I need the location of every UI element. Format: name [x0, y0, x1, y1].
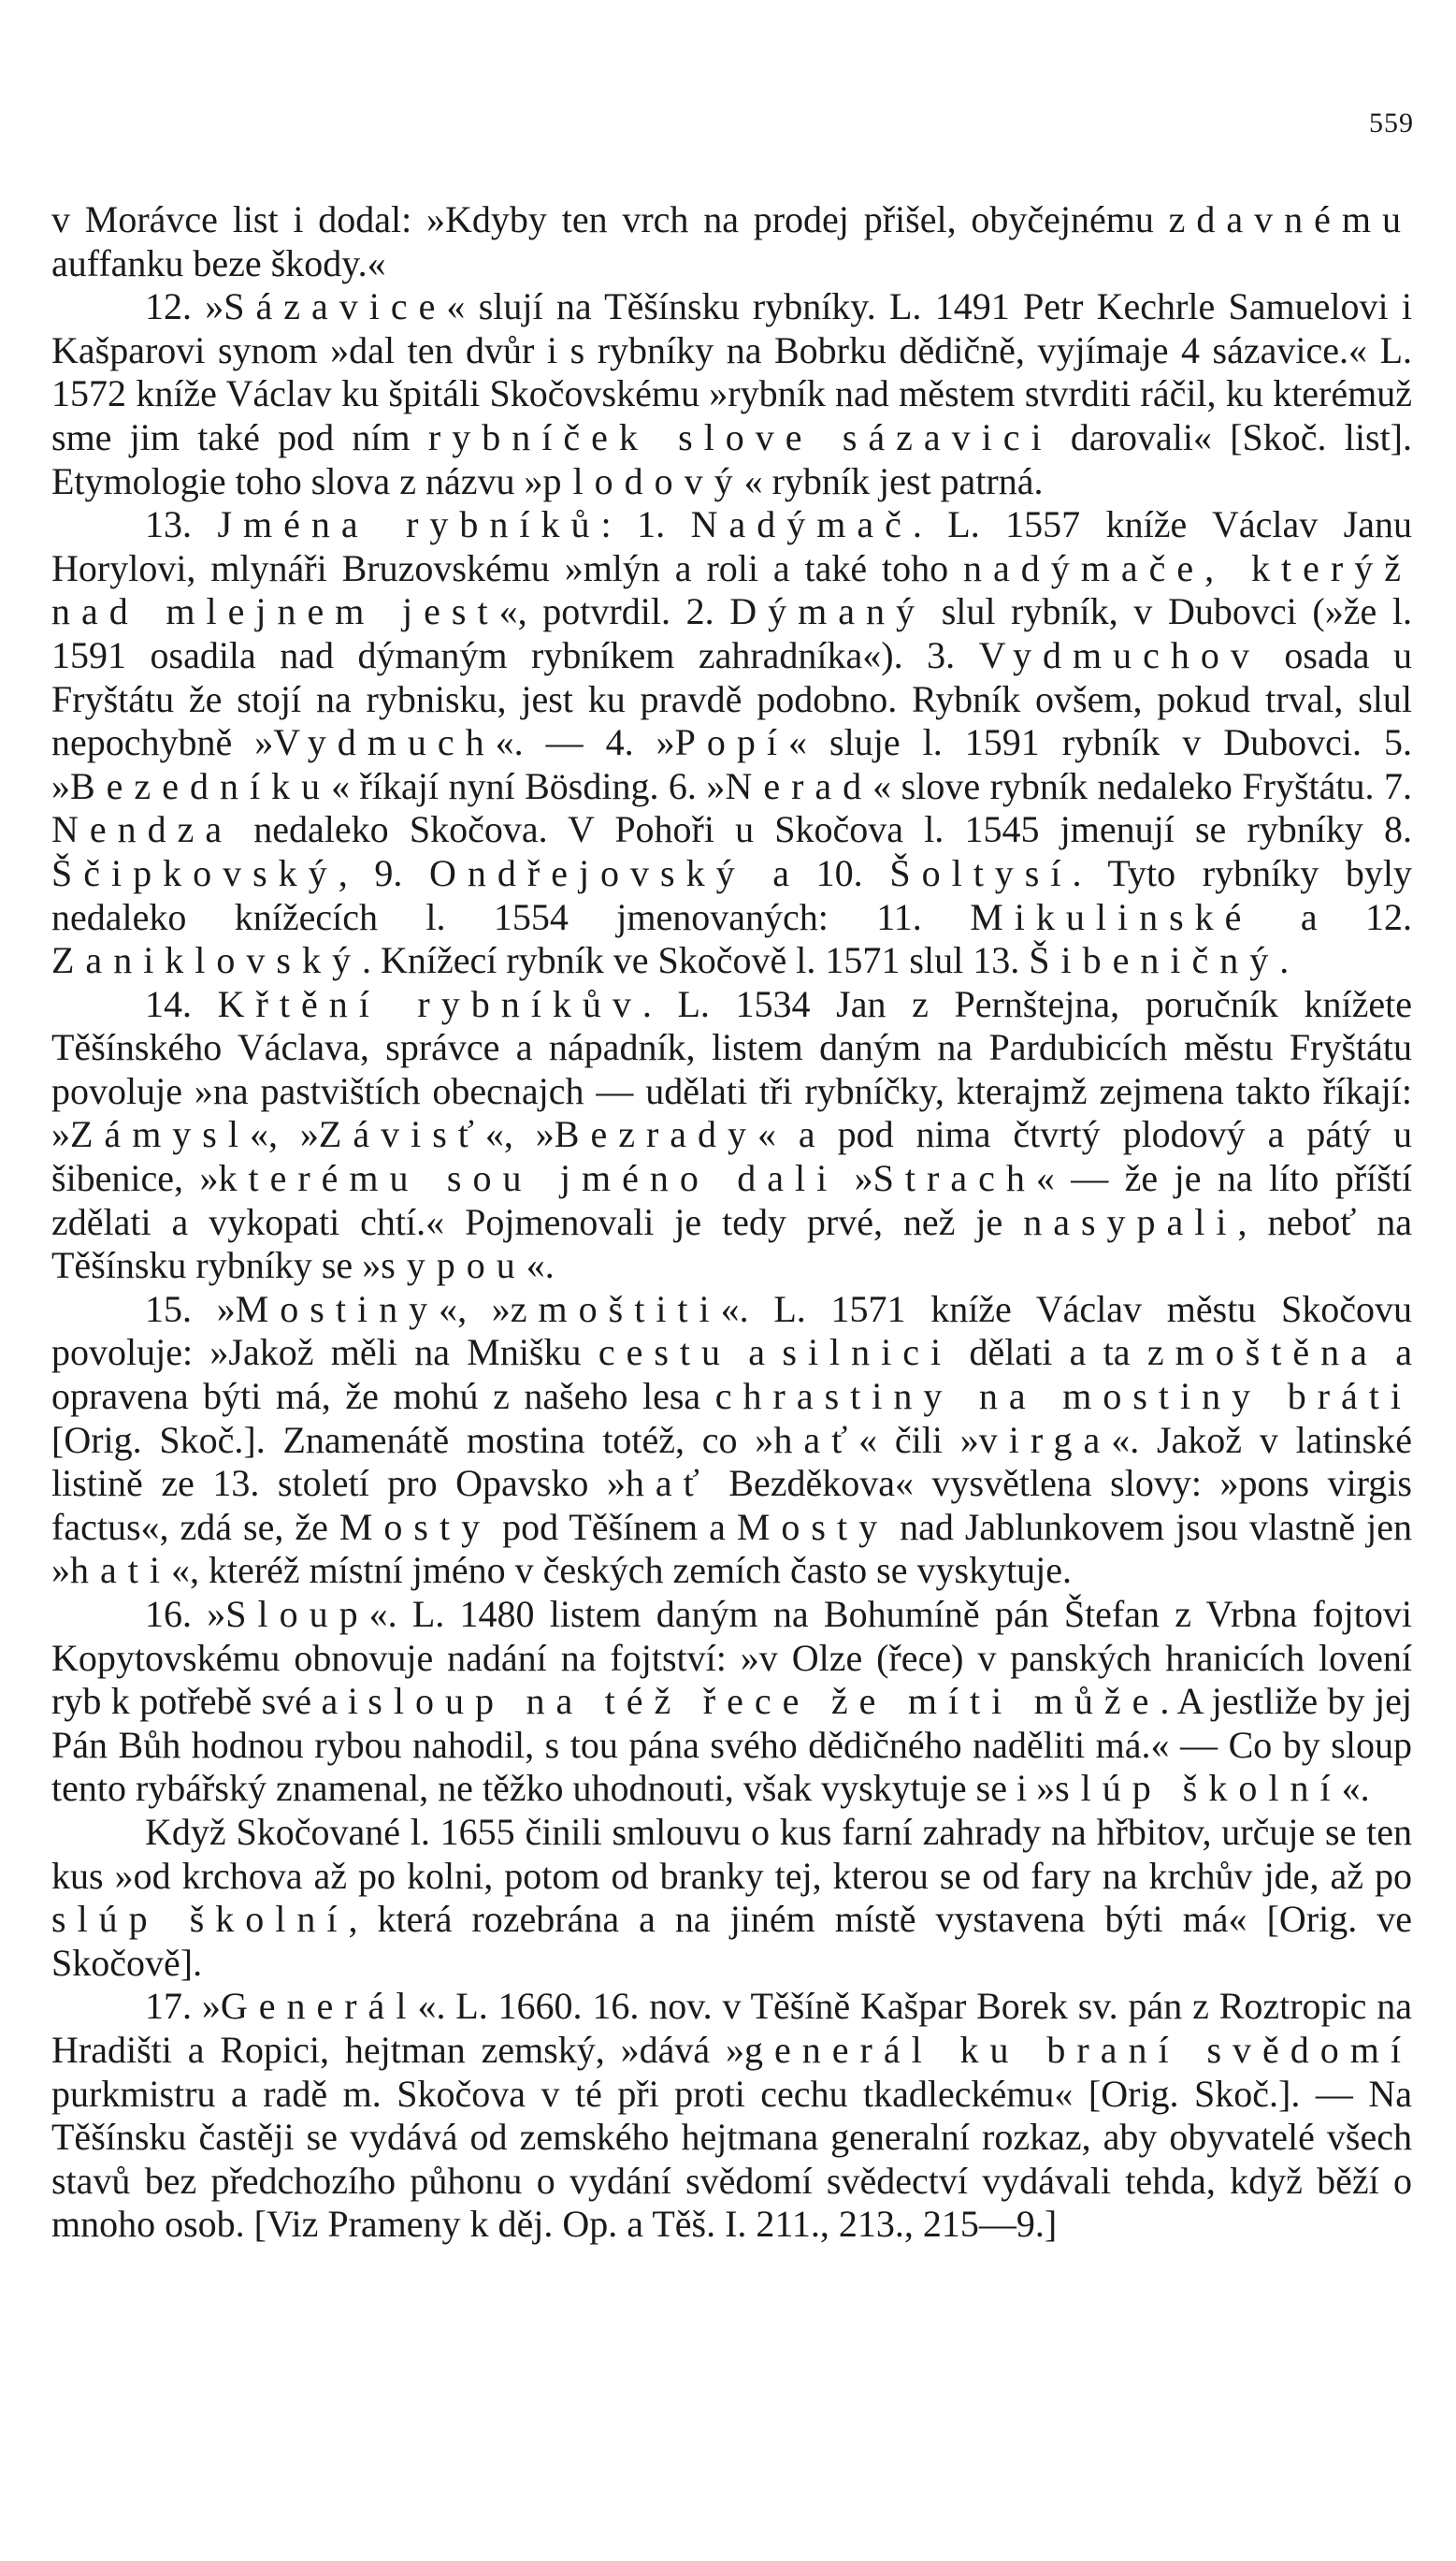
spaced-term: Nadýmač — [690, 503, 913, 546]
spaced-term: Křtění rybníkův — [217, 982, 642, 1025]
paragraph-p16 — [51, 1593, 1412, 1811]
text-run: « — že je na líto příští zdělati a vykopati chtí.« Pojmenovali je tedy prvé, než je — [51, 1157, 1412, 1243]
text-run: . — [1279, 939, 1290, 982]
spaced-term: Závisť — [318, 1113, 485, 1156]
spaced-term: Vydmuchov — [978, 633, 1261, 676]
text-run: a 10. — [745, 851, 890, 894]
spaced-term: hať — [773, 1418, 859, 1461]
spaced-term: Šibeničný — [1029, 939, 1280, 982]
spaced-term: Nendza — [51, 808, 234, 851]
spaced-term: Ščipkovský — [51, 851, 339, 894]
text-run: «. — [526, 1244, 555, 1287]
text-run: « říkají nyní Bösding. 6. » — [331, 764, 726, 807]
spaced-term: Zámysl — [70, 1113, 250, 1156]
text-run: «. L. 1660. 16. nov. v Těšíně Kašpar Borek sv. pán z Roztropic na Hradišti a Ropici, hejtman zemský, »dává » — [51, 1985, 1413, 2071]
text-run: [Orig. Skoč.]. Znamenátě mostina totéž, co » — [51, 1418, 774, 1461]
spaced-term: plodový — [542, 459, 744, 502]
text-run: a opravena býti má, že mohú z našeho lesa — [51, 1331, 1412, 1418]
text-run: « slují na Těšínsku rybníky. L. 1491 Petr Kechrle Samuelovi i Kašparovi synom »dal ten dvůr i s rybníky na Bobrku dědičně, vyjímaje 4 sázavice.« L. 1572 kníže Václav ku špitáli Skočovskému »rybník nad městem stvrditi ráčil, ku kterémuž sme jim také pod ním — [51, 285, 1412, 458]
spaced-term: Sloup — [225, 1593, 369, 1635]
text-run: 15. » — [145, 1287, 236, 1330]
spaced-term: Bezrady — [554, 1113, 758, 1156]
text-run: , neboť na Těšínsku rybníky se » — [51, 1200, 1412, 1287]
text-run: auffanku beze škody.« — [51, 241, 386, 284]
text-run: Bezděkova« vysvětlena slovy: »pons virgis factus«, zdá se, že — [51, 1462, 1412, 1548]
text-run: . A jestliže by jej Pán Bůh hodnou rybou nahodil, s tou pána svého dědičného naděliti má.« — Co by sloup tento rybářský znamenal, ne těžko uhodnouti, však vyskytuje se i » — [51, 1680, 1413, 1810]
paragraph-p17 — [51, 1985, 1412, 2247]
text-run: 16. » — [145, 1593, 226, 1635]
text-run: «. L. 1480 listem daným na Bohumíně pán Štefan z Vrbna fojtovi Kopytovskému obnovuje nadání na fojtství: »v Olze (řece) v panských hranicích lovení ryb k potřebě své a i — [51, 1593, 1412, 1723]
page-number: 559 — [1369, 108, 1414, 138]
text-run: . Knížecí rybník ve Skočově l. 1571 slul 13. — [361, 939, 1030, 982]
text-run: nedaleko Skočova. V Pohoři u Skočova l. 1545 jmenují se rybníky 8. — [233, 808, 1412, 851]
text-run: . L. 1557 kníže Václav Janu Horylovi, mlynáři Bruzovskému »mlýn a roli a také toho — [51, 503, 1412, 589]
text-run: . Tyto rybníky byly nedaleko knížecích l. 1554 jmenovaných: 11. — [51, 851, 1413, 938]
spaced-term: Jména rybníků — [217, 503, 601, 546]
spaced-term: Zaniklovský — [51, 939, 362, 982]
spaced-term: Bezedníku — [70, 764, 332, 807]
text-run: «, » — [249, 1113, 319, 1156]
text-run: . L. 1534 Jan z Pernštejna, poručník knížete Těšínského Václava, správce a nápadník, listem daným na Pardubicích městu Fryštátu povoluje »na pastvištích obecnajch — udělati tři rybníčky, kterajmž zejmena takto říkají: » — [51, 982, 1413, 1156]
spaced-term: silnici — [782, 1331, 953, 1374]
spaced-term: hati — [70, 1549, 171, 1592]
spaced-term: sypou — [381, 1244, 526, 1287]
paragraph-p12 — [51, 285, 1412, 503]
spaced-term: Popí — [674, 721, 789, 764]
text-run: «. L. 1571 kníže Václav městu Skočovu povoluje: »Jakož měli na Mnišku — [51, 1287, 1413, 1374]
spaced-term: virga — [978, 1418, 1112, 1461]
spaced-term: Mostiny — [235, 1287, 440, 1330]
text-run: , 9. — [338, 851, 429, 894]
text-run: v Morávce list i dodal: »Kdyby ten vrch na prodej přišel, obyčejnému — [51, 198, 1169, 240]
spaced-term: Generál — [220, 1985, 418, 2028]
paragraph-p14 — [51, 983, 1412, 1288]
text-run: dělati a ta — [952, 1331, 1147, 1374]
paragraph-p16b — [51, 1811, 1412, 1985]
text-run: darovali« [Skoč. list]. Etymologie toho slova z názvu » — [51, 415, 1412, 502]
text-run: « sluje l. 1591 rybník v Dubovci. 5. » — [51, 721, 1412, 807]
spaced-term: hať — [625, 1462, 711, 1505]
paragraph-p0 — [51, 198, 1412, 285]
text-run: «, potvrdil. 2. — [498, 590, 730, 633]
spaced-term: slúp školní — [51, 1898, 349, 1941]
spaced-term: sloup na též řece že míti může — [368, 1680, 1160, 1723]
spaced-term: Ondřejovský — [428, 851, 746, 894]
text-run: « a pod nima čtvrtý plodový a pátý u šibenice, » — [51, 1113, 1413, 1200]
text-run: osada u Fryštátu že stojí na rybnisku, jest ku pravdě podobno. Rybník ovšem, pokud trval, slul nepochybně » — [51, 633, 1412, 764]
text-run: Když Skočované l. 1655 činili smlouvu o kus farní zahrady na hřbitov, určuje se ten kus »od krchova až po kolni, potom od branky tej, kterou se od fary na krchův jde, až po — [51, 1810, 1412, 1897]
text-run: 12. » — [145, 285, 224, 328]
body-text — [51, 198, 1412, 2247]
spaced-term: Sázavice — [223, 285, 447, 328]
spaced-term: nadýmače, kterýž nad mlejnem jest — [51, 546, 1412, 633]
spaced-term: zmoštěna — [1146, 1331, 1378, 1374]
text-run: « rybník jest patrná. — [743, 459, 1044, 502]
text-run: , která rozebrána a na jiném místě vystavena býti má« [Orig. ve Skočově]. — [51, 1898, 1412, 1984]
paragraph-p13 — [51, 503, 1412, 983]
text-run: nad Jablunkovem jsou vlastně jen » — [51, 1505, 1413, 1592]
text-run: «. — [1341, 1767, 1370, 1810]
text-run: «. Jakož v latinské listině ze 13. století pro Opavsko » — [51, 1418, 1412, 1505]
text-run: pod Těšínem a — [491, 1505, 737, 1548]
spaced-term: nasypali — [1023, 1200, 1238, 1243]
spaced-term: zmoštiti — [510, 1287, 721, 1330]
spaced-term: Dýmaný — [729, 590, 927, 633]
text-run: a 12. — [1252, 895, 1412, 938]
text-run: « čili » — [858, 1418, 979, 1461]
text-run: 14. — [145, 982, 218, 1025]
spaced-term: cestu — [598, 1331, 731, 1374]
text-run: «, kteréž místní jméno v českých zemích často se vyskytuje. — [170, 1549, 1073, 1592]
text-run: «. — 4. » — [495, 721, 675, 764]
spaced-term: Mosty — [339, 1505, 492, 1548]
text-run: purkmistru a radě m. Skočova v té při proti cechu tkadleckému« [Orig. Skoč.]. — Na Těšínsku častěji se vydává od zemského hejtmana generalní rozkaz, aby obyvatelé všech stavů bez předchozího půhonu o vydání svědomí svědectví vydávali tehda, když běží o mnoho osob. [Viz Prameny k děj. Op. a Těš. I. 211., 213., 215—9.] — [51, 2072, 1412, 2246]
text-run: slul rybník, v Dubovci (»že l. 1591 osadila nad dýmaným rybníkem zahradníka«). 3. — [51, 590, 1412, 676]
text-run: 13. — [145, 503, 218, 546]
spaced-term: generál ku braní svědomí — [743, 2028, 1412, 2071]
spaced-term: Šoltysí — [889, 851, 1073, 894]
paragraph-p15 — [51, 1288, 1412, 1593]
text-run: » — [838, 1157, 873, 1200]
spaced-term: Nerad — [725, 764, 873, 807]
text-run: a — [731, 1331, 783, 1374]
spaced-term: Mikulinské — [970, 895, 1253, 938]
spaced-term: Strach — [872, 1157, 1036, 1200]
text-run: « slove rybník nedaleko Fryštátu. 7. — [872, 764, 1412, 807]
text-run: «, » — [484, 1113, 555, 1156]
spaced-term: slúp školní — [1055, 1767, 1342, 1810]
spaced-term: Mosty — [736, 1505, 889, 1548]
text-run: : 1. — [600, 503, 691, 546]
text-run: 17. » — [145, 1985, 221, 2028]
spaced-term: rybníček slove sázavici — [427, 415, 1053, 458]
spaced-term: chrastiny na mostiny bráti — [714, 1375, 1412, 1418]
spaced-term: zdavnému — [1168, 198, 1412, 240]
text-run: «, » — [439, 1287, 511, 1330]
spaced-term: kterému sou jméno dali — [218, 1157, 839, 1200]
spaced-term: Vydmuch — [273, 721, 496, 764]
